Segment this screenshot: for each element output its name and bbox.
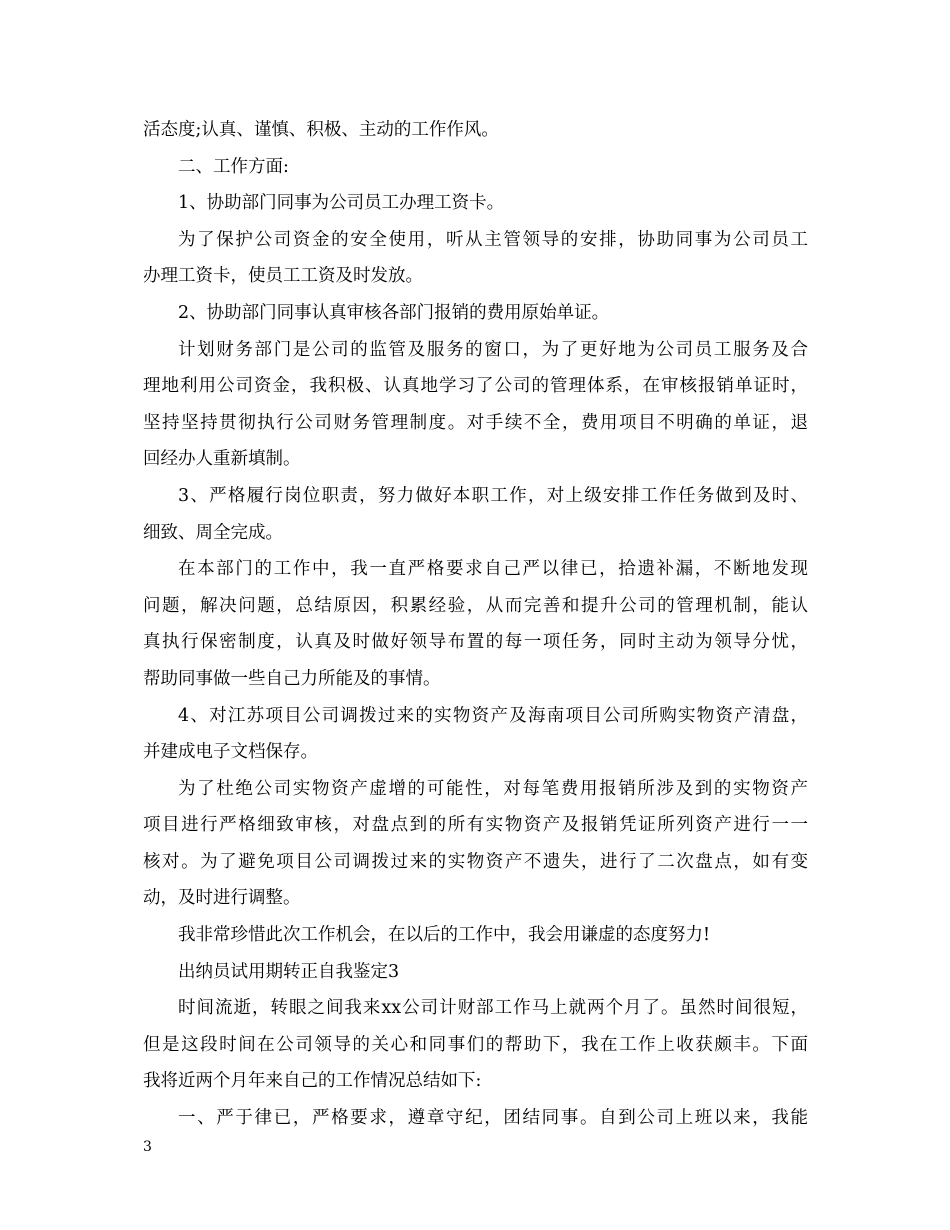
text-line: 动，及时进行调整。 (143, 888, 301, 909)
text-line: 时间流逝，转眼之间我来xx公司计财部工作马上就两个月了。虽然时间很短， (178, 998, 808, 1019)
text-line: 活态度;认真、谨慎、积极、主动的工作作风。 (143, 120, 499, 140)
text-line: 为了杜绝公司实物资产虚增的可能性，对每笔费用报销所涉及到的实物资产 (178, 778, 808, 799)
text-line: 在本部门的工作中，我一直严格要求自己严以律已，拾遗补漏，不断地发现 (178, 559, 808, 580)
text-line: 但是这段时间在公司领导的关心和同事们的帮助下，我在工作上收获颇丰。下面 (143, 1034, 808, 1055)
text-line: 一、严于律已，严格要求，遵章守纪，团结同事。自到公司上班以来，我能 (178, 1108, 808, 1129)
text-line: 计划财务部门是公司的监管及服务的窗口，为了更好地为公司员工服务及合 (178, 339, 808, 360)
page-number: 3 (143, 1139, 152, 1155)
text-line: 帮助同事做一些自己力所能及的事情。 (143, 668, 441, 689)
text-line: 理地利用公司资金，我积极、认真地学习了公司的管理体系，在审核报销单证时， (143, 376, 808, 397)
text-line: 1、协助部门同事为公司员工办理工资卡。 (178, 193, 505, 214)
text-line: 二、工作方面: (178, 156, 289, 177)
text-line: 4、对江苏项目公司调拨过来的实物资产及海南项目公司所购实物资产清盘， (178, 705, 808, 726)
text-line: 办理工资卡，使员工工资及时发放。 (143, 266, 423, 287)
text-line: 真执行保密制度，认真及时做好领导布置的每一项任务，同时主动为领导分忧， (143, 632, 808, 653)
text-line: 并建成电子文档保存。 (143, 742, 318, 763)
text-line: 我非常珍惜此次工作机会，在以后的工作中，我会用谦虚的态度努力! (178, 925, 711, 946)
text-line: 我将近两个月年来自己的工作情况总结如下: (143, 1071, 482, 1092)
text-line: 出纳员试用期转正自我鉴定3 (178, 961, 400, 982)
text-line: 坚持坚持贯彻执行公司财务管理制度。对手续不全，费用项目不明确的单证，退 (143, 412, 808, 433)
text-line: 项目进行严格细致审核，对盘点到的所有实物资产及报销凭证所列资产进行一一 (143, 815, 808, 836)
text-line: 为了保护公司资金的安全使用，听从主管领导的安排，协助同事为公司员工 (178, 229, 808, 250)
text-line: 3、严格履行岗位职责，努力做好本职工作，对上级安排工作任务做到及时、 (178, 485, 808, 506)
body-text (143, 112, 808, 1137)
text-line: 回经办人重新填制。 (143, 449, 301, 470)
text-line: 问题，解决问题，总结原因，积累经验，从而完善和提升公司的管理机制，能认 (143, 595, 808, 616)
text-line: 细致、周全完成。 (143, 522, 283, 543)
text-line: 2、协助部门同事认真审核各部门报销的费用原始单证。 (178, 302, 610, 323)
text-line: 核对。为了避免项目公司调拨过来的实物资产不遗失，进行了二次盘点，如有变 (143, 851, 808, 872)
